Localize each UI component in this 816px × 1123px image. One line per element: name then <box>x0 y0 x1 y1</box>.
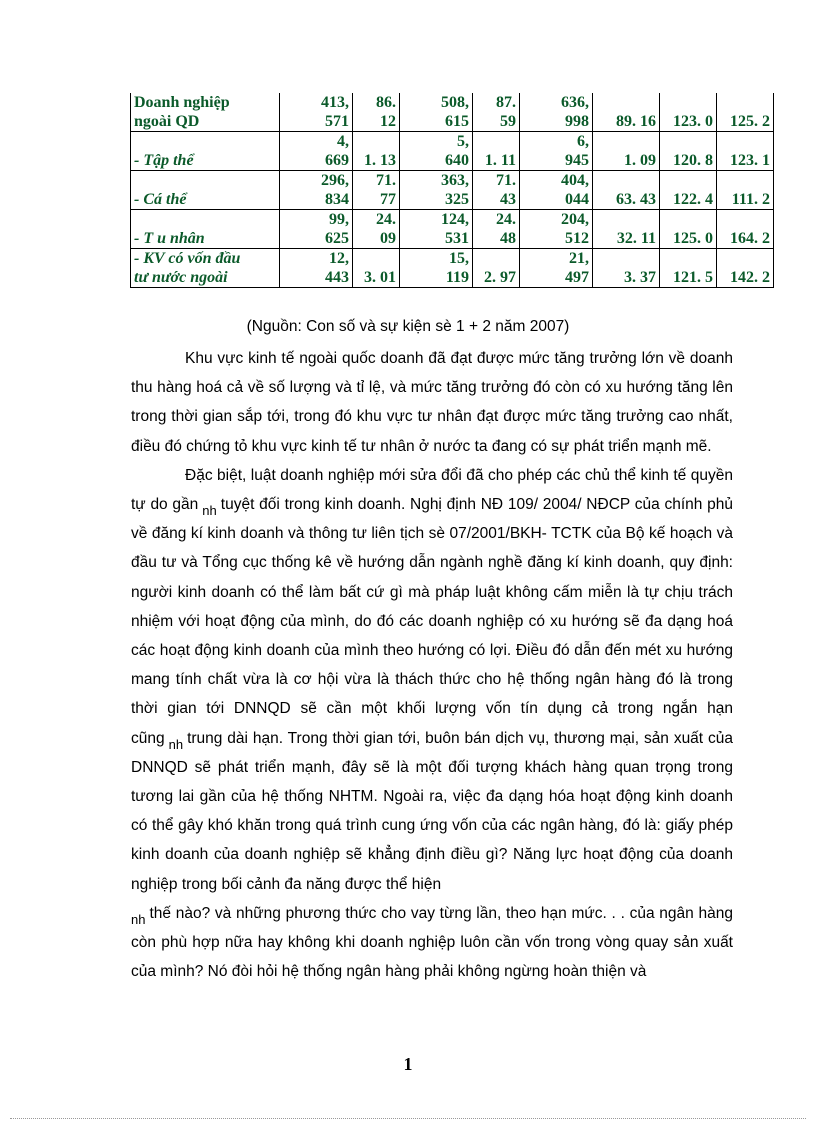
cell-value-line: 121. 5 <box>673 269 713 286</box>
cell-value-line <box>663 171 713 190</box>
row-label <box>131 132 280 171</box>
table-cell-c5 <box>520 93 593 132</box>
table-cell-c3 <box>400 210 473 249</box>
cell-value-line <box>356 249 396 268</box>
row-label-line: Doanh nghiệp <box>134 94 230 111</box>
table-cell-c2 <box>353 171 400 210</box>
cell-value-line: 044 <box>565 191 589 208</box>
table-cell-c3 <box>400 93 473 132</box>
cell-value-line: 111. 2 <box>731 191 770 208</box>
table-cell-c8 <box>717 132 774 171</box>
cell-value-line: 4, <box>337 133 349 150</box>
table-cell-c8 <box>717 249 774 288</box>
cell-value-line: 625 <box>325 230 349 247</box>
cell-value-line: 512 <box>565 230 589 247</box>
table-cell-c8 <box>717 210 774 249</box>
cell-value-line: 124, <box>441 211 469 228</box>
cell-value-line <box>720 171 770 190</box>
cell-value-line: 669 <box>325 152 349 169</box>
table-cell-c7 <box>660 249 717 288</box>
cell-value-line <box>663 210 713 229</box>
cell-value-line: 122. 4 <box>673 191 713 208</box>
table-cell-c7 <box>660 171 717 210</box>
table-cell-c6 <box>593 132 660 171</box>
row-label-line: - T u nhân <box>134 230 205 247</box>
cell-value-line: 3. 37 <box>624 269 656 286</box>
cell-value-line: 119 <box>445 269 469 286</box>
cell-value-line: 21, <box>569 250 589 267</box>
cell-value-line: 1. 11 <box>484 152 516 169</box>
row-label <box>131 249 280 288</box>
cell-value-line: 571 <box>325 113 349 130</box>
cell-value-line: 443 <box>325 269 349 286</box>
cell-value-line: 413, <box>321 94 349 111</box>
cell-value-line: 89. 16 <box>616 113 656 130</box>
cell-value-line: 6, <box>577 133 589 150</box>
table-cell-c8 <box>717 171 774 210</box>
table-row <box>131 210 774 249</box>
cell-value-line: 834 <box>325 191 349 208</box>
cell-value-line: 142. 2 <box>730 269 770 286</box>
cell-value-line: 2. 97 <box>484 269 516 286</box>
body-text <box>131 344 733 986</box>
paragraph-1: Khu vực kinh tế ngoài quốc doanh đã đạt được mức tăng trưởng lớn về doanh thu hàng hoá cả về số lượng và tỉ lệ, và mức tăng trưởng đó còn có xu hướng tăng lên trong thời gian sắp tới, trong đó khu vực tư nhân đạt được mức tăng trưởng cao nhất, điều đó chứng tỏ khu vực kinh tế tư nhân ở nước ta đang có sự phát triển mạnh mẽ. <box>131 350 733 455</box>
stray-fragment: nh <box>202 503 217 519</box>
cell-value-line <box>596 93 656 112</box>
paragraph-2 <box>131 461 733 987</box>
row-label-line: - KV có vốn đầu <box>134 250 241 267</box>
cell-value-line <box>663 93 713 112</box>
table-cell-c5 <box>520 132 593 171</box>
cell-value-line: 24. <box>376 211 396 228</box>
cell-value-line: 1. 13 <box>364 152 396 169</box>
cell-value-line <box>663 249 713 268</box>
stray-fragment: nh <box>168 736 184 752</box>
cell-value-line: 71. <box>376 172 396 189</box>
cell-value-line <box>476 249 516 268</box>
cell-value-line: 86. <box>376 94 396 111</box>
cell-value-line: 945 <box>565 152 589 169</box>
cell-value-line: 296, <box>321 172 349 189</box>
cell-value-line: 123. 1 <box>730 152 770 169</box>
table-cell-c5 <box>520 210 593 249</box>
cell-value-line: 63. 43 <box>616 191 656 208</box>
table-cell-c4 <box>473 93 520 132</box>
row-label-line: tư nước ngoài <box>134 269 228 286</box>
cell-value-line: 363, <box>441 172 469 189</box>
cell-value-line: 48 <box>500 230 516 247</box>
table-cell-c7 <box>660 132 717 171</box>
table-cell-c2 <box>353 93 400 132</box>
cell-value-line <box>476 132 516 151</box>
cell-value-line <box>596 171 656 190</box>
cell-value-line: 15, <box>449 250 469 267</box>
cell-value-line: 09 <box>380 230 396 247</box>
row-label <box>131 93 280 132</box>
table-cell-c8 <box>717 93 774 132</box>
cell-value-line: 125. 0 <box>673 230 713 247</box>
cell-value-line: 87. <box>496 94 516 111</box>
paragraph-2-part-b: tuyệt đối trong kinh doanh. Nghị định NĐ 109/ 2004/ NĐCP của chính phủ về đăng kí kinh doanh và thông tư liên tịch sè 07/2001/BKH- TCTK của Bộ kế hoạch và đầu tư và Tổng cục thống kê về hướng dẫn ngành nghề đăng kí kinh doanh, quy định: người kinh doanh có thể làm bất cứ gì mà pháp luật không cấm miễn là tự chịu trách nhiệm với hoạt động của mình, do đó các doanh nghiệp có xu hướng sẽ đa dạng hoá các hoạt động kinh doanh của mình theo hướng có lợi. Điều đó dẫn đến mét xu hướng mang tính chất vừa là cơ hội vừa là thách thức cho hệ thống ngân hàng đó là trong thời gian tới DNNQD sẽ cần một khối lượng vốn tín dụng cả trong ngắn hạn cũng <box>131 496 733 747</box>
table-cell-c1 <box>280 132 353 171</box>
table-cell-c7 <box>660 93 717 132</box>
table-cell-c4 <box>473 249 520 288</box>
paragraph-2-part-c: trung dài hạn. Trong thời gian tới, buôn bán dịch vụ, thương mại, sản xuất của DNNQD sẽ phát triển mạnh, đây sẽ là một đối tượng khách hàng quan trọng trong tương lai gần của hệ thống NHTM. Ngoài ra, việc đa dạng hóa hoạt động kinh doanh có thể gây khó khăn trong quá trình cung ứng vốn của các ngân hàng, đó là: giấy phép kinh doanh của doanh nghiệp sẽ khẳng định điều gì? Năng lực hoạt động của doanh nghiệp trong bối cảnh đa năng được thể hiện <box>131 729 733 893</box>
cell-value-line: 99, <box>329 211 349 228</box>
cell-value-line: 497 <box>565 269 589 286</box>
table-row <box>131 171 774 210</box>
cell-value-line: 998 <box>565 113 589 130</box>
cell-value-line: 3. 01 <box>364 269 396 286</box>
row-label-line <box>134 210 276 229</box>
cell-value-line <box>356 132 396 151</box>
cell-value-line <box>596 132 656 151</box>
footer-divider <box>10 1118 806 1119</box>
cell-value-line <box>720 210 770 229</box>
cell-value-line: 615 <box>445 113 469 130</box>
cell-value-line: 531 <box>445 230 469 247</box>
row-label-line <box>134 132 276 151</box>
cell-value-line <box>663 132 713 151</box>
row-label-line: - Cá thể <box>134 191 187 208</box>
cell-value-line: 636, <box>561 94 589 111</box>
table-cell-c3 <box>400 249 473 288</box>
cell-value-line: 24. <box>496 211 516 228</box>
cell-value-line: 12 <box>380 113 396 130</box>
cell-value-line: 404, <box>561 172 589 189</box>
cell-value-line <box>596 210 656 229</box>
table-cell-c1 <box>280 249 353 288</box>
table-cell-c1 <box>280 171 353 210</box>
cell-value-line: 32. 11 <box>616 230 656 247</box>
table-cell-c2 <box>353 249 400 288</box>
row-label-line <box>134 171 276 190</box>
row-label <box>131 210 280 249</box>
page-number: 1 <box>403 1054 413 1074</box>
cell-value-line: 77 <box>380 191 396 208</box>
cell-value-line <box>720 249 770 268</box>
cell-value-line: 125. 2 <box>730 113 770 130</box>
paragraph-2-part-a: Đặc biệt, luật doanh nghiệp mới sửa đổi đã cho phép các chủ thể kinh tế quyền tự do gần <box>131 466 733 514</box>
table-cell-c6 <box>593 210 660 249</box>
table-cell-c4 <box>473 132 520 171</box>
cell-value-line: 1. 09 <box>624 152 656 169</box>
cell-value-line: 43 <box>500 191 516 208</box>
table-cell-c3 <box>400 171 473 210</box>
paragraph-2-part-d: thế nào? và những phương thức cho vay từng lần, theo hạn mức. . . của ngân hàng còn phù hợp nữa hay không khi doanh nghiệp luôn cần vốn trong vòng quay sản xuất của mình? Nó đòi hỏi hệ thống ngân hàng phải không ngừng hoàn thiện và <box>131 904 733 981</box>
cell-value-line: 12, <box>329 250 349 267</box>
cell-value-line: 123. 0 <box>673 113 713 130</box>
table-cell-c6 <box>593 249 660 288</box>
cell-value-line: 71. <box>496 172 516 189</box>
table-cell-c6 <box>593 93 660 132</box>
table-source-note: (Nguồn: Con số và sự kiện sè 1 + 2 năm 2007) <box>246 318 570 335</box>
table-cell-c1 <box>280 210 353 249</box>
table-cell-c4 <box>473 171 520 210</box>
cell-value-line <box>720 132 770 151</box>
row-label-line: - Tập thể <box>134 152 194 169</box>
cell-value-line: 204, <box>561 211 589 228</box>
table-cell-c6 <box>593 171 660 210</box>
table-cell-c2 <box>353 210 400 249</box>
table-cell-c4 <box>473 210 520 249</box>
cell-value-line: 508, <box>441 94 469 111</box>
statistics-table <box>130 93 774 288</box>
table-row <box>131 132 774 171</box>
cell-value-line: 5, <box>457 133 469 150</box>
table-cell-c5 <box>520 171 593 210</box>
table-row <box>131 93 774 132</box>
table-cell-c7 <box>660 210 717 249</box>
row-label-line: ngoài QD <box>134 113 200 130</box>
cell-value-line <box>720 93 770 112</box>
table-cell-c3 <box>400 132 473 171</box>
cell-value-line: 164. 2 <box>730 230 770 247</box>
row-label <box>131 171 280 210</box>
cell-value-line: 325 <box>445 191 469 208</box>
cell-value-line: 59 <box>500 113 516 130</box>
table-row <box>131 249 774 288</box>
stray-fragment: nh <box>131 911 146 927</box>
table-cell-c5 <box>520 249 593 288</box>
table-cell-c1 <box>280 93 353 132</box>
cell-value-line: 640 <box>445 152 469 169</box>
table-cell-c2 <box>353 132 400 171</box>
cell-value-line <box>596 249 656 268</box>
cell-value-line: 120. 8 <box>673 152 713 169</box>
